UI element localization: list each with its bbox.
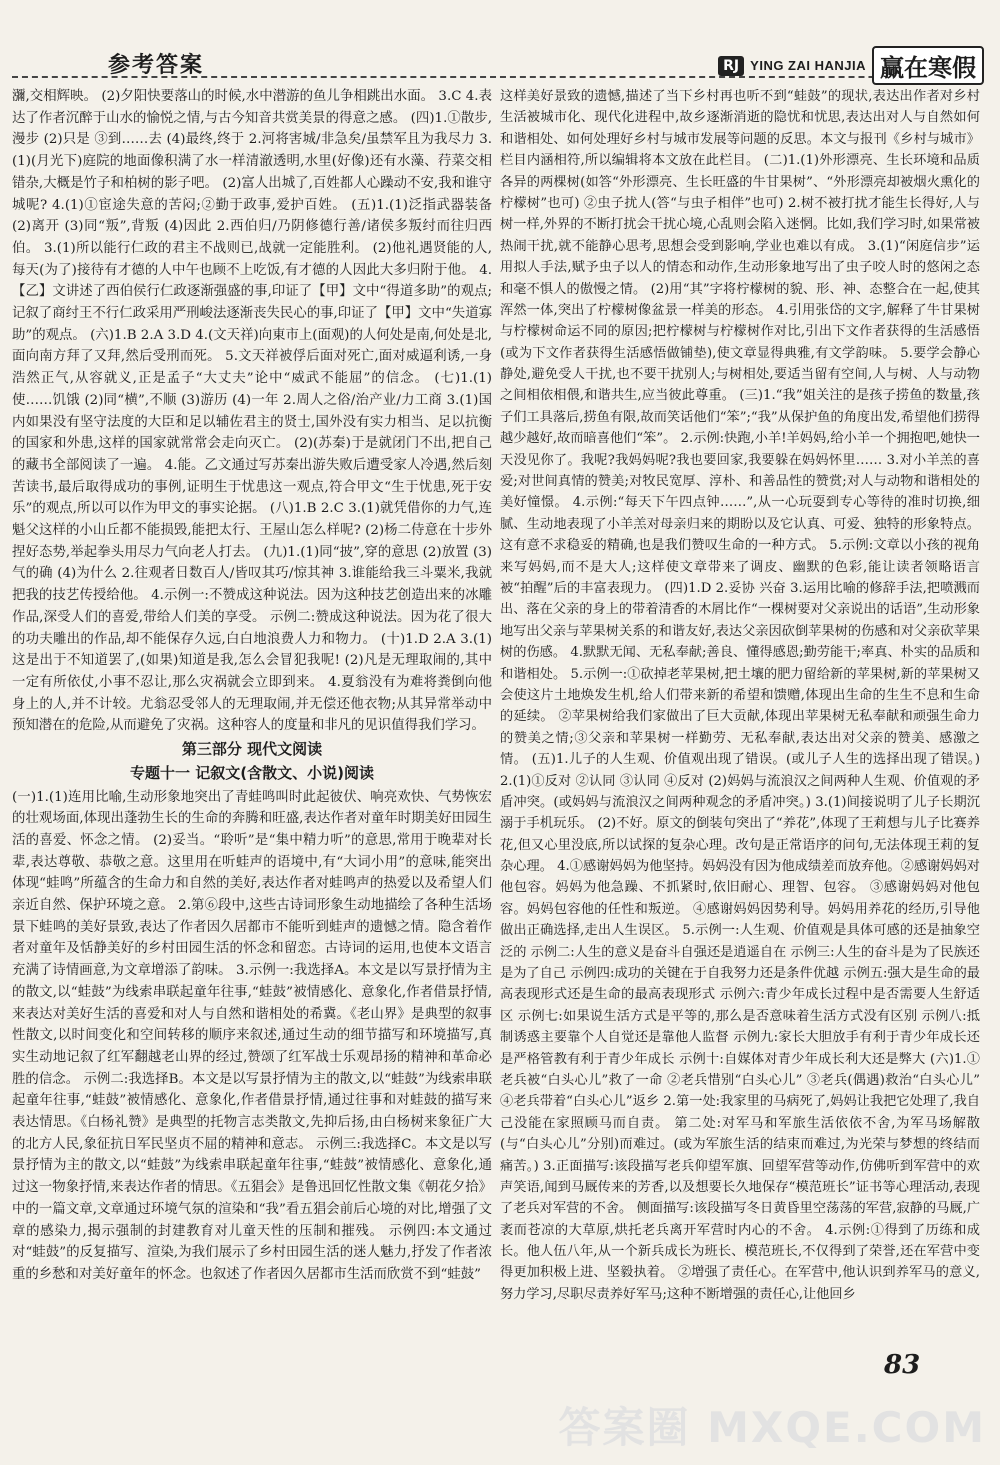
series-title: 赢在寒假 <box>872 46 984 85</box>
right-answers: 这样美好景致的遗憾,描述了当下乡村再也听不到“蛙鼓”的现状,表达出作者对乡村生活被城市化、现代化进程中,故乡逐渐消逝的隐忧和忧思,表达出对人与自然如何和谐相处、如何处理好乡村与城市发展等问题的反思。本文与报刊《乡村与城市》栏目内涵相符,所以编辑将本文放在此栏目。 (二)1.(1)外形漂亮、生长环境和品质各异的两棵树(如答“外形漂亮、生长旺盛的牛甘果树”、“外形漂亮却被烟火熏化的柠檬树”也可) ②虫子扰人(答“与虫子相伴”也可) 2.树不被打扰才能生长得好,人与树一样,外界的不断打扰会干扰心境,心乱则会陷入迷惘。比如,我们学习时,如果常被热闹干扰,就不能静心思考,思想会受到影响,学业也难以有成。 3.(1)“闲庭信步”运用拟人手法,赋予虫子以人的情态和动作,生动形象地写出了虫子咬人时的悠闲之态和毫不惧人的傲慢之情。 (2)用“其”字将柠檬树的貌、形、神、态整合在一起,使其浑然一体,突出了柠檬树像盆景一样美的形态。 4.引用张岱的文字,解释了牛甘果树与柠檬树命运不同的原因;把柠檬树与柠檬树作对比,引出下文作者获得的生活感悟(或为下文作者获得生活感悟做铺垫),使文章显得典雅,有文学韵味。 5.要学会静心静处,避免受人干扰,也不要干扰别人;与树相处,要适当留有空间,人与树、人与动物之间相依相偎,和谐共生,应当彼此尊重。 (三)1.“我”姐关注的是孩子捞鱼的数量,孩子们工具落后,捞鱼有限,故而笑话他们“笨”;“我”从保护鱼的角度出发,希望他们捞得越少越好,故而暗喜他们“笨”。 2.示例:快跑,小羊!羊妈妈,给小羊一个拥抱吧,她快一天没见你了。我呢?我妈妈呢?我也要回家,我要躲在妈妈怀里…… 3.对小羊羔的喜爱;对世间真情的赞美;对牧民宽厚、淳朴、和善品性的赞赏;对人与动物和谐相处的美好憧憬。 4.示例:“每天下午四点钟……”,从一心玩耍到专心等待的准时切换,细腻、生动地表现了小羊羔对母亲归来的期盼以及它认真、可爱、独特的形象特点。这有意不求稳妥的精确,也是我们赞叹生命的一种方式。 5.示例:文章以小孩的视角来写妈妈,而不是大人;这样使文章带来了调皮、幽默的色彩,能让读者领略语言被“拍醒”后的丰富表现力。 (四)1.D 2.妥协 兴奋 3.运用比喻的修辞手法,把喷溅而出、落在父亲的身上的带着清香的木屑比作“一棵树要对父亲说出的话语”,生动形象地写出父亲与苹果树关系的和谐友好,表达父亲因砍倒苹果树的伤感和对父亲砍苹果树的伤感。 4.默默无闻、无私奉献;善良、懂得感恩;勤劳能干;率真、朴实的品质和和谐相处。 5.示例一:①砍掉老苹果树,把土壤的肥力留给新的苹果树,新的苹果树又会使这片土地焕发生机,给人们带来新的希望和馈赠,体现出生命的生生不息和生命的延续。 ②苹果树给我们家做出了巨大贡献,体现出苹果树无私奉献和顽强生命力的赞美之情;③父亲和苹果树一样勤劳、无私奉献,表达出对父亲的赞美、感激之情。 (五)1.儿子的人生观、价值观出现了错误。(或儿子人生的选择出现了错误。) 2.(1)①反对 ②认同 ③认同 ④反对 (2)妈妈与流浪汉之间两种人生观、价值观的矛盾冲突。(或妈妈与流浪汉之间两种观念的矛盾冲突。) 3.(1)间接说明了儿子长期沉溺于手机玩乐。 (2)不好。原文的倒装句突出了“养花”,体现了王莉想与儿子比赛养花,但又心里没底,所以试探的复杂心理。改句是正常语序的问句,无法体现王莉的复杂心理。 4.①感谢妈妈为他坚持。妈妈没有因为他成绩差而放弃他。②感谢妈妈对他包容。妈妈为他急躁、不抓紧时,依旧耐心、理智、包容。 ③感谢妈妈对他包容。妈妈包容他的任性和叛逆。 ④感谢妈妈因势利导。妈妈用养花的经历,引导他做出正确选择,走出人生误区。 5.示例一:人生观、价值观是具体可感的还是抽象空泛的 示例二:人生的意义是奋斗自强还是逍遥自在 示例三:人生的奋斗是为了民族还是为了自己 示例四:成功的关键在于自我努力还是条件优越 示例五:强大是生命的最高表现形式还是生命的最高表现形式 示例六:青少年成长过程中是否需要人生舒适区 示例七:如果说生活方式是平等的,那么是否意味着生活方式没有区别 示例八:抵制诱惑主要靠个人自觉还是靠他人监督 示例九:家长大胆放手有利于青少年成长还是严格管教有利于青少年成长 示例十:自媒体对青少年成长利大还是弊大 (六)1.①老兵被“白头心儿”救了一命 ②老兵惜别“白头心儿” ③老兵(偶遇)救治“白头心儿” ④老兵带着“白头心儿”返乡 2.第一处:我家里的马病死了,妈妈让我把它处理了,我自己没能在家照顾马而自责。 第二处:对军马和军旅生活依依不舍,为军马场解散(与“白头心儿”分别)而难过。(或为军旅生活的结束而难过,为光荣与梦想的终结而痛苦。) 3.正面描写:该段描写老兵仰望军旗、回望军营等动作,仿佛听到军营中的欢声笑语,闻到马厩传来的芳香,以及想要长久地保存“模范班长”证书等心理活动,表现了老兵对军营的不舍。 侧面描写:该段描写冬日黄昏里空荡荡的军营,寂静的马厩,广袤而苍凉的大草原,烘托老兵离开军营时内心的不舍。 4.示例:①得到了历练和成长。他人伍八年,从一个新兵成长为班长、模范班长,不仅得到了荣誉,还在军营中变得更加积极上进、坚毅执着。 ②增强了责任心。在军营中,他认识到养军马的意义,努力学习,尽职尽责养好军马;这种不断增强的责任心,让他回乡 <box>500 89 980 1302</box>
right-column <box>500 86 980 1305</box>
left-column <box>12 86 492 1286</box>
section-title: 第三部分 现代文阅读 <box>181 740 323 759</box>
left-answers-part1: 瀰,交相辉映。 (2)夕阳快要落山的时候,水中潜游的鱼儿争相跳出水面。 3.C 4.表达了作者沉醉于山水的愉悦之情,与古今知音共赏美景的得意之感。 (四)1.①散步,漫步 (2)只是 ③到……去 (4)最终,终于 2.河将害城/非急矣/虽禁军且为我尽力 3.(1)(月光下)庭院的地面像积满了水一样清澈透明,水里(好像)还有水藻、荇菜交相错杂,大概是竹子和柏树的影子吧。 (2)富人出城了,百姓都人心躁动不安,我和谁守城呢? 4.(1)①宦途失意的苦闷;②勤于政事,爱护百姓。 (五)1.(1)泛指武器装备 (2)离开 (3)同“叛”,背叛 (4)因此 2.西伯归/乃阴修德行善/诸侯多叛纣而往归西伯。 3.(1)所以能行仁政的君主不战则已,战就一定能胜利。 (2)他礼遇贤能的人,每天(为了)接待有才德的人中午也顾不上吃饭,有才德的人因此大多归附于他。 4.【乙】文讲述了西伯侯行仁政逐渐强盛的事,印证了【甲】文中“得道多助”的观点;记叙了商纣王不行仁政采用严刑峻法逐渐丧失民心的事,印证了【甲】文中“失道寡助”的观点。 (六)1.B 2.A 3.D 4.(文天祥)向東市上(面观)的人何处是南,何处是北,面向南方拜了又拜,然后受刑而死。 5.文天祥被俘后面对死亡,面对威逼利诱,一身浩然正气,从容就义,正是孟子“大丈夫”论中“威武不能屈”的信念。 (七)1.(1)使……饥饿 (2)同“横”,不顺 (3)游历 (4)一年 2.周人之俗/治产业/力工商 3.(1)国内如果没有坚守法度的大臣和足以辅佐君主的贤士,国外没有实力相当、足以抗衡的国家和外患,这样的国家就常常会走向灭亡。 (2)(苏秦)于是就闭门不出,把自己的藏书全部阅读了一遍。 4.能。乙文通过写苏秦出游失败后遭受家人冷遇,然后刻苦读书,最后取得成功的事例,证明生于忧患这一观点,符合甲文“生于忧患,死于安乐”的观点,所以可以作为甲文的事实论据。 (八)1.B 2.C 3.(1)就凭借你的力气,连魁父这样的小山丘都不能损毁,能把太行、王屋山怎么样呢? (2)杨二侍意在十步外捏好态势,举起拳头用尽力气向老人打去。 (九)1.(1)同“披”,穿的意思 (2)放置 (3)气的确 (4)为什么 2.往观者日数百人/皆叹其巧/惊其神 3.谁能给我三斗粟米,我就把我的技艺传授给他。 4.示例一:不赞成这种说法。因为这种技艺创造出来的冰雕作品,深受人们的喜爱,带给人们美的享受。 示例二:赞成这种说法。因为花了很大的功夫雕出的作品,却不能保存久远,白白地浪费人力和物力。 (十)1.D 2.A 3.(1)这是出于不知道罢了,(如果)知道是我,怎么会冒犯我呢! (2)凡是无理取闹的,其中一定有所依仗,小事不忍让,那么灾祸就会立即到来。 4.夏翁没有为难将粪倒向他身上的人,并不计较。尤翁忍受邻人的无理取闹,并无偿还他衣物;从其异常举动中预知潜在的危险,从而避免了灾祸。这种容人的度量和非凡的见识值得我们学习。 <box>12 89 492 734</box>
page-number: 83 <box>884 1350 921 1380</box>
topic-title: 专题十一 记叙文(含散文、小说)阅读 <box>130 763 374 782</box>
watermark: 答案圈 MXQE.COM <box>558 1403 986 1452</box>
left-answers-part2: (一)1.(1)连用比喻,生动形象地突出了青蛙鸣叫时此起彼伏、响亮欢快、气势恢宏的壮观场面,体现出蓬勃生长的生命的奔腾和旺盛,表达作者对童年时期美好田园生活的喜爱、怀念之情。 (2)妥当。“聆听”是“集中精力听”的意思,常用于晚辈对长辈,表达尊敬、恭敬之意。这里用在听蛙声的语境中,有“大词小用”的意味,能突出体现“蛙鸣”所蕴含的生命力和自然的美好,表达作者对蛙鸣声的热爱以及希望人们亲近自然、保护环境之意。 2.第⑥段中,这些古诗词形象生动地描绘了各种生活场景下蛙鸣的美好景致,表达了作者因久居都市不能听到蛙声的遗憾之情。隐含着作者对童年及恬静美好的乡村田园生活的怀念和留恋。古诗词的运用,也使本文语言充满了诗情画意,为文章增添了韵味。 3.示例一:我选择A。本文是以写景抒情为主的散文,以“蛙鼓”为线索串联起童年往事,“蛙鼓”被情感化、意象化,作者借景抒情,来表达对美好生活的喜爱和对人与自然和谐相处的希冀。《老山界》是典型的叙事性散文,以时间变化和空间转移的顺序来叙述,通过生动的细节描写和环境描写,真实生动地记叙了红军翻越老山界的经过,赞颂了红军战士乐观昂扬的精神和革命必胜的信念。 示例二:我选择B。本文是以写景抒情为主的散文,以“蛙鼓”为线索串联起童年往事,“蛙鼓”被情感化、意象化,作者借景抒情,通过往事和对蛙鼓的描写来表达情思。《白杨礼赞》是典型的托物言志类散文,先抑后扬,由白杨树来象征广大的北方人民,象征抗日军民坚贞不屈的精神和意志。 示例三:我选择C。本文是以写景抒情为主的散文,以“蛙鼓”为线索串联起童年往事,“蛙鼓”被情感化、意象化,通过这一物象抒情,来表达作者的情思。《五猖会》是鲁迅回忆性散文集《朝花夕拾》中的一篇文章,文章通过环境气氛的渲染和“我”看五猖会前后心境的对比,增强了文章的感染力,揭示强制的封建教育对儿童天性的压制和摧残。 示例四:本文通过对“蛙鼓”的反复描写、渲染,为我们展示了乡村田园生活的迷人魅力,抒发了作者浓重的乡愁和对美好童年的怀念。也叙述了作者因久居都市生活而欣赏不到“蛙鼓” <box>12 789 492 1282</box>
header-title: 参考答案 <box>108 53 205 78</box>
rj-badge: RJ <box>718 56 744 76</box>
series-pinyin: YING ZAI HANJIA <box>750 58 866 73</box>
header-brand <box>718 46 984 85</box>
